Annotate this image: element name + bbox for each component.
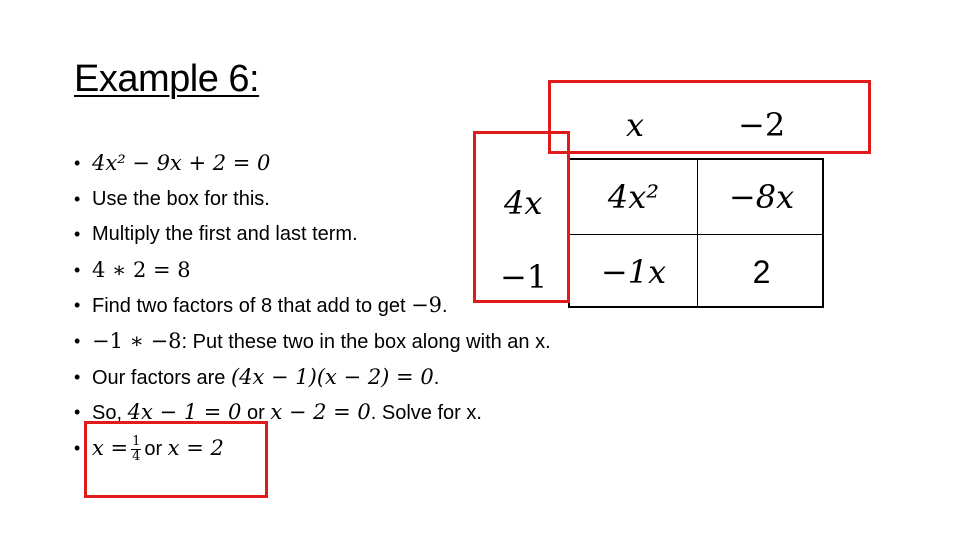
bullet-item: • Our factors are (4x − 1)(x − 2) = 0. bbox=[72, 360, 551, 396]
bullet-dot-icon: • bbox=[74, 330, 81, 351]
bullet-item: • 4x² − 9x + 2 = 0 bbox=[72, 146, 551, 182]
bullet-dot-icon: • bbox=[74, 295, 81, 316]
bullet-dot-icon: • bbox=[74, 437, 81, 458]
box-header-x: x bbox=[626, 106, 645, 144]
bullet-dot-icon: • bbox=[74, 188, 81, 209]
box-cell: −8x bbox=[728, 178, 795, 216]
highlight-side-box bbox=[473, 131, 570, 303]
box-side-4x: 4x bbox=[504, 184, 543, 222]
box-side-minus-1: −1 bbox=[500, 258, 548, 296]
bullet-dot-icon: • bbox=[74, 366, 81, 387]
slide-title: Example 6: bbox=[74, 58, 260, 100]
box-cell: −1x bbox=[600, 253, 667, 291]
factor-box bbox=[568, 158, 824, 308]
box-cell: 4x² bbox=[607, 178, 660, 216]
bullet-item: • So, 4x − 1 = 0 or x − 2 = 0. Solve for x. bbox=[72, 395, 551, 431]
bullet-item: • Use the box for this. bbox=[72, 182, 551, 218]
bullet-dot-icon: • bbox=[74, 402, 81, 423]
highlight-header-box bbox=[548, 80, 871, 154]
bullet-dot-icon: • bbox=[74, 259, 81, 280]
bullet-item: • −1 ∗ −8: Put these two in the box along with an x. bbox=[72, 324, 551, 360]
bullet-item-final-answer: • x = $\frac{1}{4}$ or x = 2 bbox=[72, 431, 551, 467]
highlight-answer-box bbox=[84, 421, 268, 498]
bullet-dot-icon: • bbox=[74, 224, 81, 245]
bullet-dot-icon: • bbox=[74, 153, 81, 173]
box-cell: 2 bbox=[752, 253, 771, 290]
bullet-item: • Find two factors of 8 that add to get −9. bbox=[72, 288, 551, 324]
bullet-item: • 4 ∗ 2 = 8 bbox=[72, 253, 551, 289]
box-header-minus-2: −2 bbox=[738, 106, 786, 144]
bullet-item: • Multiply the first and last term. bbox=[72, 217, 551, 253]
fraction: $\frac{1}{4}$ bbox=[132, 433, 141, 464]
